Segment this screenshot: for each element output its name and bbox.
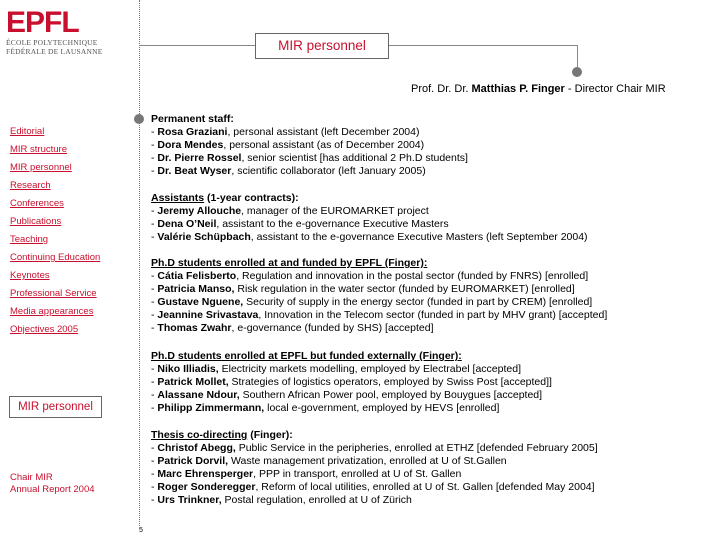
section-heading: Permanent staff: bbox=[151, 113, 234, 125]
student-line: - Marc Ehrensperger, PPP in transport, enrolled at U of St. Gallen bbox=[151, 468, 462, 480]
section-heading: Thesis co-directing (Finger): bbox=[151, 429, 293, 441]
staff-line: - Jeremy Allouche, manager of the EUROMARKET project bbox=[151, 205, 429, 217]
footer-line1: Chair MIR bbox=[10, 472, 53, 483]
nav-link-conferences[interactable]: Conferences bbox=[10, 198, 64, 209]
logo-mark: EPFL bbox=[6, 6, 79, 39]
nav-link-publications[interactable]: Publications bbox=[10, 216, 62, 227]
author-line bbox=[411, 83, 666, 95]
page-number: 5 bbox=[139, 527, 143, 534]
section-heading: Assistants (1-year contracts): bbox=[151, 192, 299, 204]
epfl-logo bbox=[6, 8, 116, 56]
section-heading: Ph.D students enrolled at EPFL but funded externally (Finger): bbox=[151, 350, 462, 362]
connector-dot-right bbox=[572, 67, 582, 77]
nav-link-objectives-2005[interactable]: Objectives 2005 bbox=[10, 324, 79, 335]
nav-link-mir-structure[interactable]: MIR structure bbox=[10, 144, 68, 155]
nav-link-keynotes[interactable]: Keynotes bbox=[10, 270, 50, 281]
nav-link-continuing-education[interactable]: Continuing Education bbox=[10, 252, 101, 263]
student-line: - Patrick Dorvil, Waste management privatization, enrolled at U of St.Gallen bbox=[151, 455, 507, 467]
footer-report-label bbox=[10, 472, 95, 496]
student-line: - Urs Trinkner, Postal regulation, enrolled at U of Zürich bbox=[151, 494, 412, 506]
section-heading: Ph.D students enrolled at and funded by EPFL (Finger): bbox=[151, 257, 428, 269]
footer-line2: Annual Report 2004 bbox=[10, 484, 95, 495]
student-line: - Philipp Zimmermann, local e-government, employed by HEVS [enrolled] bbox=[151, 402, 500, 414]
student-line: - Roger Sonderegger, Reform of local utilities, enrolled at U of St. Gallen [defended May 2004] bbox=[151, 481, 595, 493]
page-title: MIR personnel bbox=[255, 33, 389, 59]
staff-line: - Dr. Pierre Rossel, senior scientist [has additional 2 Ph.D students] bbox=[151, 152, 468, 164]
section-permanent-staff bbox=[151, 113, 716, 178]
nav-link-teaching[interactable]: Teaching bbox=[10, 234, 49, 245]
author-suffix: - Director Chair MIR bbox=[564, 83, 666, 95]
vertical-divider bbox=[139, 0, 140, 532]
staff-line: - Dena O’Neil, assistant to the e-governance Executive Masters bbox=[151, 218, 449, 230]
nav-link-media-appearances[interactable]: Media appearances bbox=[10, 306, 94, 317]
section-label-box: MIR personnel bbox=[9, 396, 102, 418]
staff-line: - Rosa Graziani, personal assistant (left December 2004) bbox=[151, 126, 420, 138]
section-phd-external bbox=[151, 350, 716, 415]
author-prefix: Prof. Dr. Dr. bbox=[411, 83, 472, 95]
student-line: - Thomas Zwahr, e-governance (funded by SHS) [accepted] bbox=[151, 322, 434, 334]
student-line: - Alassane Ndour, Southern African Power pool, employed by Bouygues [accepted] bbox=[151, 389, 543, 401]
title-connector-left bbox=[139, 45, 255, 46]
staff-line: - Dora Mendes, personal assistant (as of December 2004) bbox=[151, 139, 425, 151]
nav-link-editorial[interactable]: Editorial bbox=[10, 126, 45, 137]
student-line: - Gustave Nguene, Security of supply in the energy sector (funded in part by CREM) [enrolled] bbox=[151, 296, 593, 308]
section-phd-epfl-funded bbox=[151, 257, 716, 335]
nav-link-research[interactable]: Research bbox=[10, 180, 51, 191]
author-name: Matthias P. Finger bbox=[471, 83, 565, 95]
logo-line2: FÉDÉRALE DE LAUSANNE bbox=[6, 47, 103, 56]
logo-line1: ÉCOLE POLYTECHNIQUE bbox=[6, 38, 98, 47]
section-thesis-codirecting bbox=[151, 429, 716, 507]
student-line: - Patrick Mollet, Strategies of logistics operators, employed by Swiss Post [accepted]] bbox=[151, 376, 552, 388]
nav-link-mir-personnel[interactable]: MIR personnel bbox=[10, 162, 72, 173]
staff-line: - Valérie Schüpbach, assistant to the e-governance Executive Masters (left September 2004) bbox=[151, 231, 588, 243]
staff-line: - Dr. Beat Wyser, scientific collaborator (left January 2005) bbox=[151, 165, 426, 177]
section-assistants bbox=[151, 192, 716, 244]
nav-link-professional-service[interactable]: Professional Service bbox=[10, 288, 97, 299]
student-line: - Jeannine Srivastava, Innovation in the Telecom sector (funded in part by MHV grant) [accepted] bbox=[151, 309, 608, 321]
student-line: - Niko Illiadis, Electricity markets modelling, employed by Electrabel [accepted] bbox=[151, 363, 522, 375]
student-line: - Christof Abegg, Public Service in the peripheries, enrolled at ETHZ [defended February 2005] bbox=[151, 442, 598, 454]
student-line: - Patricia Manso, Risk regulation in the water sector (funded by EUROMARKET) [enrolled] bbox=[151, 283, 575, 295]
title-connector-right bbox=[387, 45, 577, 46]
title-connector-drop bbox=[577, 45, 578, 69]
connector-dot-left bbox=[134, 114, 144, 124]
student-line: - Cátia Felisberto, Regulation and innovation in the postal sector (funded by FNRS) [enrolled] bbox=[151, 270, 589, 282]
